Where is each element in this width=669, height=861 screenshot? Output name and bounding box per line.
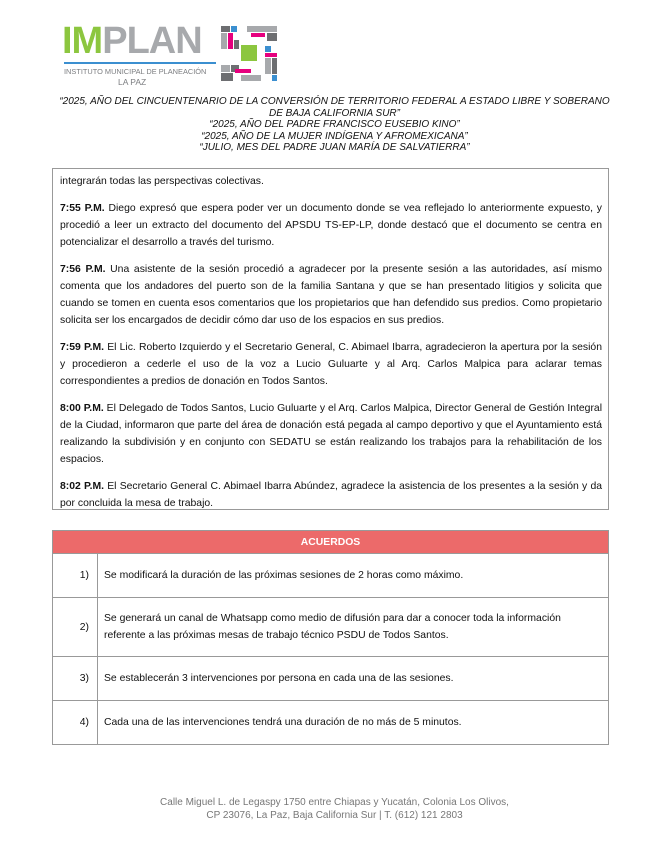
entry-text: Una asistente de la sesión procedió a agradecer por la presente sesión a las autoridades, así mismo comenta que los andadores del puerto son de la familia Santana y que se han presentado litigios y solicita que cuando se tomen en cuenta esos comentarios que los propietarios que han defendido sus predios. Como propietario solicita ser los encargados de decidir cómo dar uso de los espacios en sus predios. bbox=[60, 264, 602, 326]
entry-text: El Delegado de Todos Santos, Lucio Guluarte y el Arq. Carlos Malpica, Director General de Gestión Integral de la Ciudad, informaron que parte del área de donación está pegada al campo deportivo y que el Ayuntamiento está realizando la subdivisión y en conjunto con SEDATU se están realizando los trabajos para la rehabilitación de los espacios. bbox=[60, 403, 603, 465]
motto: “2025, AÑO DE LA MUJER INDÍGENA Y AFROMEXICANA” bbox=[201, 130, 468, 142]
acuerdos-header: ACUERDOS bbox=[53, 531, 609, 554]
entry-time: 7:59 P.M. bbox=[60, 342, 105, 353]
logo-word-gray: PLAN bbox=[102, 20, 202, 62]
table-row bbox=[53, 554, 609, 598]
official-mottos bbox=[52, 96, 617, 154]
motto: “2025, AÑO DEL CINCUENTENARIO DE LA CONVERSIÓN DE TERRITORIO FEDERAL A ESTADO LIBRE Y SOBERANO DE BAJA CALIFORNIA SUR” bbox=[59, 96, 610, 119]
logo-mark-icon bbox=[221, 26, 279, 82]
entry-time: 7:56 P.M. bbox=[60, 264, 106, 275]
minutes-entry bbox=[60, 478, 602, 512]
footer-line: Calle Miguel L. de Legaspy 1750 entre Chiapas y Yucatán, Colonia Los Olivos, bbox=[160, 797, 509, 808]
minutes-entry bbox=[60, 400, 602, 468]
entry-time: 8:00 P.M. bbox=[60, 403, 104, 414]
row-text: Se generará un canal de Whatsapp como medio de difusión para dar a conocer toda la información referente a las próximas mesas de trabajo técnico PSDU de Todos Santos. bbox=[98, 598, 609, 657]
logo-wordmark bbox=[62, 22, 202, 60]
row-text: Cada una de las intervenciones tendrá una duración de no más de 5 minutos. bbox=[98, 701, 609, 745]
acuerdos-table bbox=[52, 530, 609, 745]
logo-subtitle: INSTITUTO MUNICIPAL DE PLANEACIÓN bbox=[64, 67, 207, 76]
logo-word-green: IM bbox=[62, 20, 103, 62]
motto: “2025, AÑO DEL PADRE FRANCISCO EUSEBIO KINO” bbox=[209, 119, 460, 130]
row-text: Se modificará la duración de las próximas sesiones de 2 horas como máximo. bbox=[98, 554, 609, 598]
row-number: 2) bbox=[53, 598, 98, 657]
minutes-entry bbox=[60, 200, 602, 251]
table-row bbox=[53, 701, 609, 745]
minutes-intro: integrarán todas las perspectivas colectivas. bbox=[60, 176, 264, 187]
entry-text: El Lic. Roberto Izquierdo y el Secretario General, C. Abimael Ibarra, agradecieron la apertura por la sesión y procedieron a cederle el uso de la voz a Lucio Guluarte y al Arq. Carlos Malpica para aclarar temas correspondientes a predios de donación en Todos Santos. bbox=[60, 342, 602, 387]
minutes-box bbox=[52, 168, 609, 510]
row-number: 3) bbox=[53, 657, 98, 701]
minutes-entry bbox=[60, 339, 602, 390]
entry-time: 7:55 P.M. bbox=[60, 203, 105, 214]
footer-address bbox=[0, 796, 669, 822]
row-text: Se establecerán 3 intervenciones por persona en cada una de las sesiones. bbox=[98, 657, 609, 701]
logo-underline bbox=[64, 62, 216, 64]
table-row bbox=[53, 657, 609, 701]
footer-line: CP 23076, La Paz, Baja California Sur | T. (612) 121 2803 bbox=[206, 810, 463, 821]
entry-text: El Secretario General C. Abimael Ibarra Abúndez, agradece la asistencia de los presentes a la sesión y da por concluida la mesa de trabajo. bbox=[60, 481, 602, 509]
motto: “JULIO, MES DEL PADRE JUAN MARÍA DE SALVATIERRA” bbox=[199, 142, 470, 153]
table-row bbox=[53, 598, 609, 657]
row-number: 1) bbox=[53, 554, 98, 598]
entry-time: 8:02 P.M. bbox=[60, 481, 105, 492]
logo-city: LA PAZ bbox=[118, 77, 147, 87]
row-number: 4) bbox=[53, 701, 98, 745]
entry-text: Diego expresó que espera poder ver un documento donde se vea reflejado lo anteriormente expuesto, y procedió a leer un extracto del documento del APSDU TS-EP-LP, donde destacó que el documento se centra en potencializar el desarrollo a través del turismo. bbox=[60, 203, 603, 248]
minutes-entry bbox=[60, 261, 602, 329]
